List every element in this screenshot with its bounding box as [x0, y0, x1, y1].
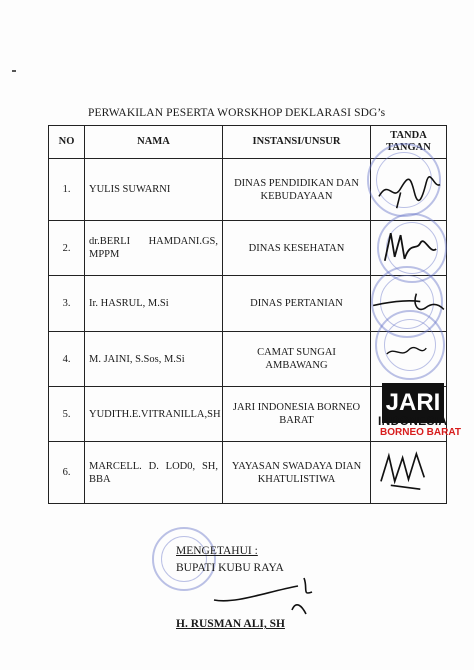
participant-institution: DINAS PENDIDIKAN DAN KEBUDAYAAN — [223, 159, 371, 221]
participant-name: YULIS SUWARNI — [85, 159, 223, 221]
jari-indonesia-logo — [378, 383, 461, 439]
column-header-nama: NAMA — [85, 126, 223, 159]
bupati-signature — [206, 570, 326, 625]
participant-name: M. JAINI, S.Sos, M.Si — [85, 332, 223, 387]
participant-name: YUDITH.E.VITRANILLA,SH — [85, 387, 223, 442]
participant-institution: DINAS PERTANIAN — [223, 276, 371, 332]
row-number: 6. — [49, 442, 85, 504]
page-mark — [12, 70, 16, 72]
participant-institution: DINAS KESEHATAN — [223, 221, 371, 276]
participant-table — [48, 125, 447, 504]
signature-cell — [371, 442, 447, 504]
column-header-no: NO — [49, 126, 85, 159]
row-number: 2. — [49, 221, 85, 276]
signature-1 — [371, 159, 446, 220]
table-row — [49, 332, 447, 387]
jari-logo-borneo-barat: BORNEO BARAT — [380, 427, 461, 438]
acknowledgement-label: MENGETAHUI : — [176, 545, 258, 557]
jari-logo-box: JARI — [382, 383, 444, 423]
row-number: 4. — [49, 332, 85, 387]
participant-name: dr.BERLI HAMDANI.GS, MPPM — [85, 221, 223, 276]
signature-6 — [371, 442, 446, 503]
row-number: 1. — [49, 159, 85, 221]
acknowledgement-title: BUPATI KUBU RAYA — [176, 562, 284, 574]
participant-institution: CAMAT SUNGAI AMBAWANG — [223, 332, 371, 387]
signature-cell — [371, 159, 447, 221]
row-number: 5. — [49, 387, 85, 442]
participant-institution: YAYASAN SWADAYA DIAN KHATULISTIWA — [223, 442, 371, 504]
signature-cell — [371, 332, 447, 387]
column-header-instansi: INSTANSI/UNSUR — [223, 126, 371, 159]
jari-logo-indonesia: INDONESIA — [378, 414, 448, 428]
signature-4 — [371, 332, 446, 386]
table-row — [49, 442, 447, 504]
participant-institution: JARI INDONESIA BORNEO BARAT — [223, 387, 371, 442]
participant-name: MARCELL. D. LOD0, SH, BBA — [85, 442, 223, 504]
document-title: PERWAKILAN PESERTA WORSKHOP DEKLARASI SDG’s — [88, 107, 386, 119]
tangan-label: TANGAN — [386, 142, 431, 153]
tanda-label: TANDA — [390, 130, 427, 141]
acknowledgement-name: H. RUSMAN ALI, SH — [176, 618, 285, 630]
table-row — [49, 159, 447, 221]
table-row — [49, 221, 447, 276]
participant-name: Ir. HASRUL, M.Si — [85, 276, 223, 332]
row-number: 3. — [49, 276, 85, 332]
